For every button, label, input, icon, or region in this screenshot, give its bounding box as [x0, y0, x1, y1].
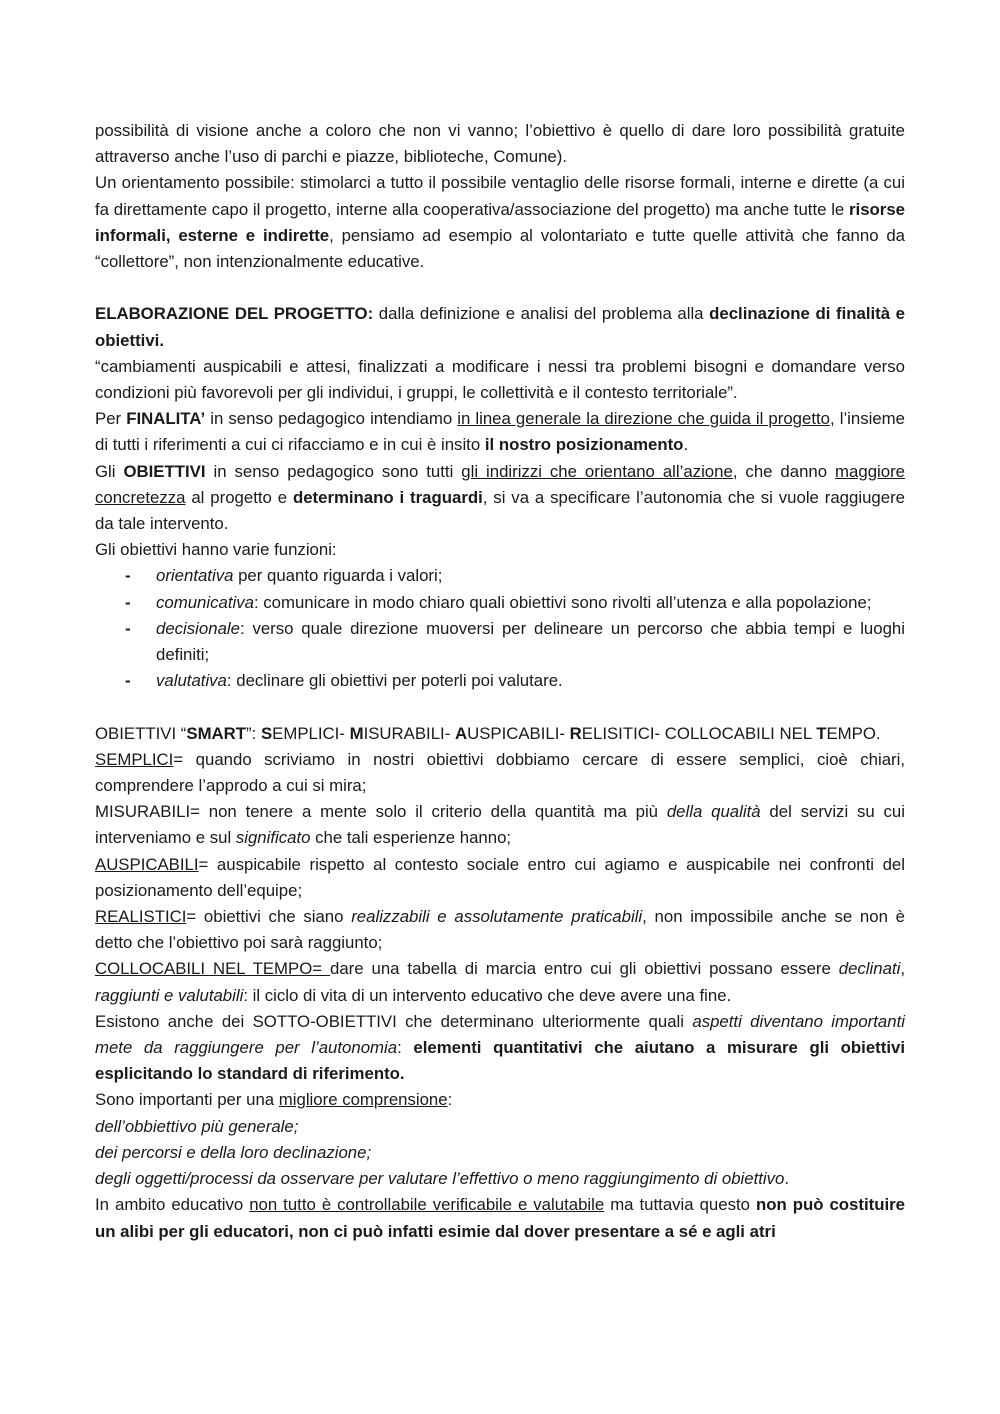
paragraph-collocabili: COLLOCABILI NEL TEMPO= dare una tabella di marcia entro cui gli obiettivi possano essere declinati, raggiunti e valutabili: il ciclo di vita di un intervento educativo che deve avere una fine. — [95, 959, 905, 1005]
list-item: - comunicativa: comunicare in modo chiaro quali obiettivi sono rivolti all’utenza e alla popolazione; — [95, 590, 905, 616]
paragraph-semplici: SEMPLICI= quando scriviamo in nostri obiettivi dobbiamo cercare di essere semplici, cioè chiari, comprendere l’approdo a cui si mira; — [95, 749, 905, 796]
blank-line — [95, 275, 905, 301]
bullet-dash: - — [125, 671, 131, 691]
bullet-dash: - — [125, 566, 131, 586]
paragraph-importanti: Sono importanti per una migliore comprensione: — [95, 1090, 453, 1110]
section-heading: ELABORAZIONE DEL PROGETTO: — [95, 304, 374, 324]
italic-line: dei percorsi e della loro declinazione; — [95, 1142, 372, 1162]
bullet-dash: - — [125, 592, 131, 612]
paragraph-realistici: REALISTICI= obiettivi che siano realizzabili e assolutamente praticabili, non impossibile anche se non è detto che l’obiettivo poi sarà raggiunto; — [95, 907, 905, 953]
blank-line — [95, 694, 905, 720]
bullet-dash: - — [125, 618, 131, 638]
italic-line: dell’obbiettivo più generale; — [95, 1116, 299, 1136]
italic-line: degli oggetti/processi da osservare per valutare l’effettivo o meno raggiungimento di obiettivo. — [95, 1169, 790, 1189]
paragraph-orientamento: Un orientamento possibile: stimolarci a tutto il possibile ventaglio delle risorse formali, interne e dirette (a cui fa direttamente capo il progetto, interne alla cooperativa/associazione del progetto) ma anche tutte le risorse informali, esterne e indirette, pensiamo ad esempio al volontariato e tutte quelle attività che fanno da “collettore”, non intenzionalmente educative. — [95, 173, 905, 272]
paragraph-ambito: In ambito educativo non tutto è controllabile verificabile e valutabile ma tuttavia questo non può costituire un alibi per gli educatori, non ci può infatti esimie dal dover presentare a sé e agli atri — [95, 1195, 906, 1241]
document-page — [95, 118, 905, 1245]
paragraph-auspicabili: AUSPICABILI= auspicabile rispetto al contesto sociale entro cui agiamo e auspicabile nei confronti del posizionamento dell’equipe; — [95, 854, 905, 900]
funzioni-list — [95, 563, 905, 694]
paragraph-visione: possibilità di visione anche a coloro che non vi vanno; l’obiettivo è quello di dare loro possibilità gratuite attraverso anche l’uso di parchi e piazze, biblioteche, Comune). — [95, 121, 905, 167]
paragraph-finalita: Per FINALITA’ in senso pedagogico intendiamo in linea generale la direzione che guida il progetto, l’insieme di tutti i riferimenti a cui ci rifacciamo e in cui è insito il nostro posizionamento. — [95, 409, 905, 455]
paragraph-misurabili: MISURABILI= non tenere a mente solo il criterio della quantità ma più della qualità del servizi su cui interveniamo e sul significato che tali esperienze hanno; — [95, 802, 905, 848]
list-item: - orientativa per quanto riguarda i valori; — [95, 563, 905, 589]
paragraph-elaborazione: ELABORAZIONE DEL PROGETTO: dalla definizione e analisi del problema alla declinazione di finalità e obiettivi. — [95, 304, 906, 350]
paragraph-quote: “cambiamenti auspicabili e attesi, finalizzati a modificare i nessi tra problemi bisogni e domandare verso condizioni più favorevoli per gli individui, i gruppi, le collettività e il contesto territoriale”. — [95, 356, 905, 403]
paragraph-obiettivi: Gli OBIETTIVI in senso pedagogico sono tutti gli indirizzi che orientano all’azione, che danno maggiore concretezza al progetto e determinano i traguardi, si va a specificare l’autonomia che si vuole raggiugere da tale intervento. — [95, 461, 906, 534]
paragraph-funzioni-intro: Gli obiettivi hanno varie funzioni: — [95, 540, 337, 560]
list-item: - valutativa: declinare gli obiettivi per poterli poi valutare. — [95, 668, 905, 694]
paragraph-smart: OBIETTIVI “SMART”: SEMPLICI- MISURABILI- AUSPICABILI- RELISITICI- COLLOCABILI NEL TEMPO. — [95, 723, 881, 743]
list-item: - decisionale: verso quale direzione muoversi per delineare un percorso che abbia tempi e luoghi definiti; — [95, 616, 905, 668]
paragraph-sotto-obiettivi: Esistono anche dei SOTTO-OBIETTIVI che determinano ulteriormente quali aspetti diventano importanti mete da raggiungere per l’autonomia: elementi quantitativi che aiutano a misurare gli obiettivi esplicitando lo standard di riferimento. — [95, 1011, 905, 1084]
